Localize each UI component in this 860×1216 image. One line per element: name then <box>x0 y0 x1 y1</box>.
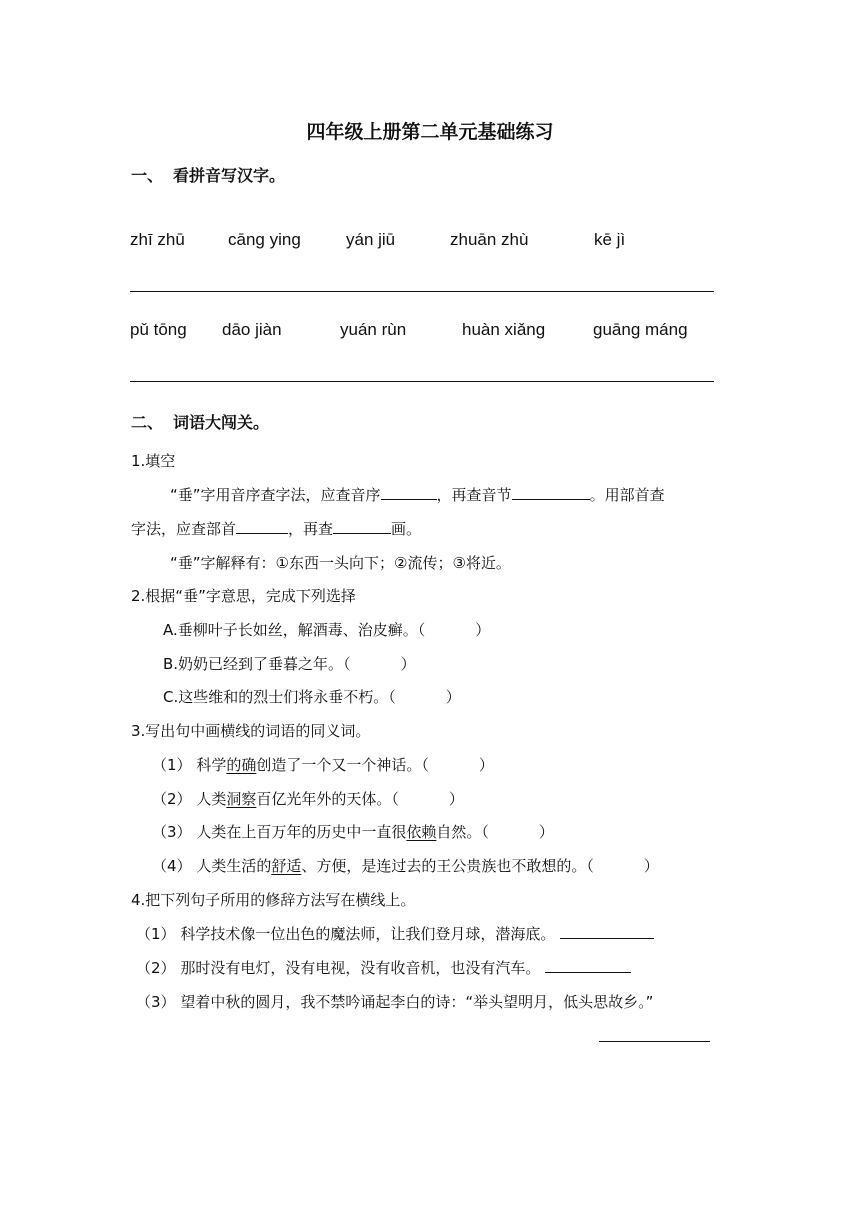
pinyin-item: huàn xiǎng <box>462 320 546 339</box>
pinyin-item: dāo jiàn <box>222 320 282 339</box>
pinyin-item: zhuān zhù <box>450 230 529 249</box>
section-1-heading <box>131 163 285 186</box>
fill-blank[interactable] <box>236 519 288 534</box>
section-2-number: 二、 <box>131 413 164 432</box>
answer-line[interactable] <box>130 291 714 292</box>
fill-blank[interactable] <box>599 1041 710 1042</box>
underlined-word: 舒适 <box>271 857 302 875</box>
question-2-label: 2.根据“垂”字意思，完成下列选择 <box>131 587 356 605</box>
pinyin-item: kē jì <box>594 230 626 249</box>
fill-blank[interactable] <box>545 958 631 973</box>
fill-blank[interactable] <box>512 485 590 500</box>
synonym-item: （3） 人类在上百万年的历史中一直很依赖自然。（ ） <box>152 823 554 841</box>
question-4-label: 4.把下列句子所用的修辞方法写在横线上。 <box>131 891 416 909</box>
pinyin-item: pǔ tōng <box>130 320 187 339</box>
question-1-label: 1.填空 <box>131 452 176 470</box>
choice-a: A.垂柳叶子长如丝，解酒毒、治皮癣。（ ） <box>163 621 491 639</box>
fill-blank[interactable] <box>381 485 437 500</box>
section-1-title: 看拼音写汉字。 <box>173 166 286 185</box>
rhetoric-item: （3） 望着中秋的圆月，我不禁吟诵起李白的诗：“举头望明月，低头思故乡。” <box>136 993 654 1011</box>
question-1-line-3: “垂”字解释有：①东西一头向下；②流传；③将近。 <box>170 554 511 572</box>
answer-line[interactable] <box>130 381 714 382</box>
underlined-word: 依赖 <box>406 823 437 841</box>
synonym-item: （1） 科学的确创造了一个又一个神话。（ ） <box>152 756 494 774</box>
question-3-label: 3.写出句中画横线的词语的同义词。 <box>131 722 371 740</box>
section-2-title: 词语大闯关。 <box>173 413 270 432</box>
section-2-heading <box>131 410 269 433</box>
underlined-word: 的确 <box>226 756 257 774</box>
choice-c: C.这些维和的烈士们将永垂不朽。（ ） <box>163 688 461 706</box>
section-1-number: 一、 <box>131 166 164 185</box>
underlined-word: 洞察 <box>226 790 257 808</box>
fill-blank[interactable] <box>333 519 391 534</box>
rhetoric-item: （1） 科学技术像一位出色的魔法师，让我们登月球，潜海底。 <box>136 923 654 944</box>
pinyin-item: cāng ying <box>228 230 301 249</box>
pinyin-item: yuán rùn <box>340 320 407 339</box>
pinyin-item: zhī zhū <box>130 230 185 249</box>
rhetoric-item: （2） 那时没有电灯，没有电视，没有收音机，也没有汽车。 <box>136 957 631 978</box>
question-1-line-2: 字法，应查部首 ，再查 画。 <box>131 520 422 538</box>
page-title: 四年级上册第二单元基础练习 <box>306 121 554 143</box>
synonym-item: （4） 人类生活的舒适、方便，是连过去的王公贵族也不敢想的。（ ） <box>152 857 659 875</box>
pinyin-item: guāng máng <box>593 320 688 339</box>
fill-blank[interactable] <box>560 924 654 939</box>
pinyin-item: yán jiū <box>346 230 396 249</box>
choice-b: B.奶奶已经到了垂暮之年。（ ） <box>163 655 416 673</box>
synonym-item: （2） 人类洞察百亿光年外的天体。（ ） <box>152 790 464 808</box>
question-1-line-1: “垂”字用音序查字法，应查音序 ，再查音节 。用部首查 <box>170 486 665 504</box>
